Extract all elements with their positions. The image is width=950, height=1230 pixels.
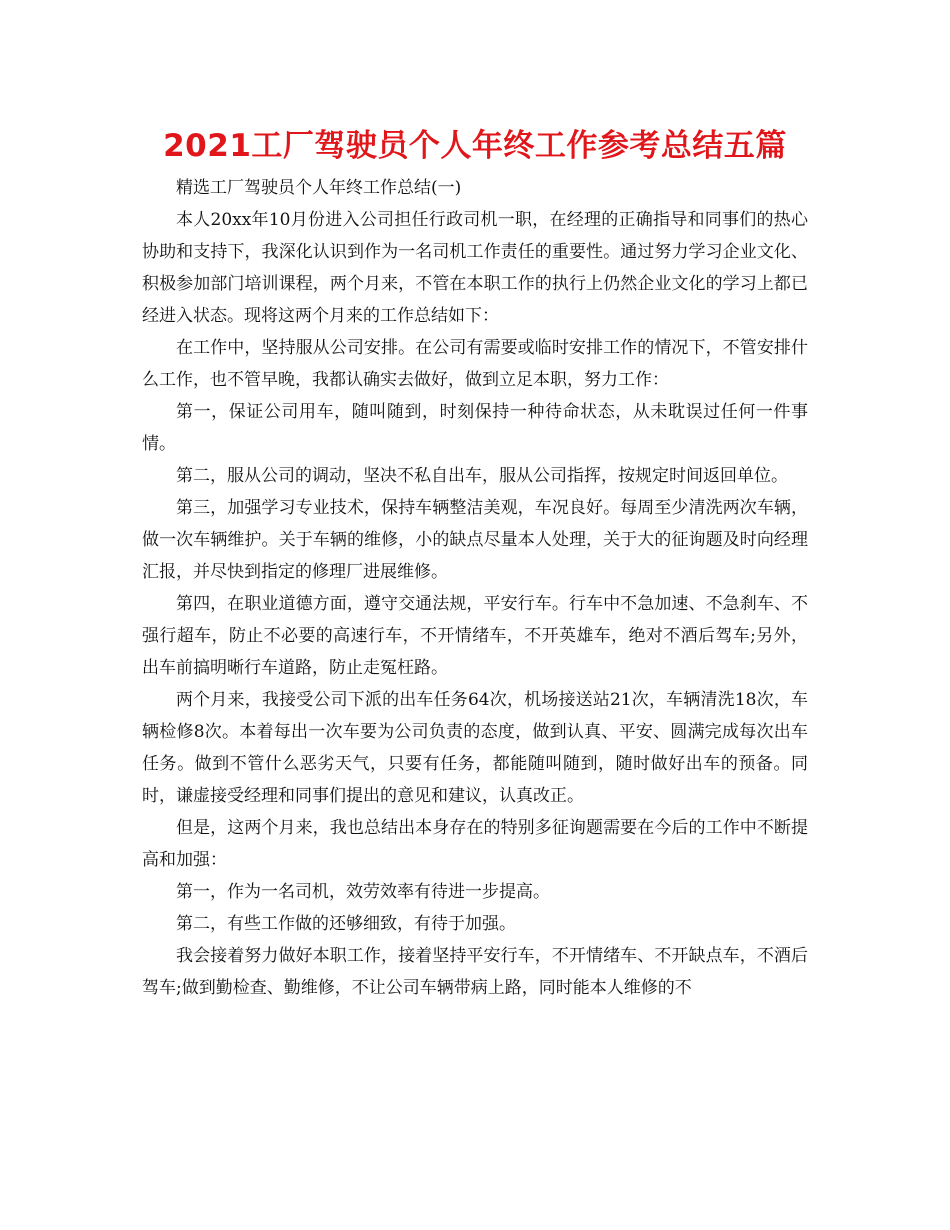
paragraph-section-heading: 精选工厂驾驶员个人年终工作总结(一) bbox=[176, 178, 462, 198]
paragraph: 第三，加强学习专业技术，保持车辆整洁美观，车况良好。每周至少清洗两次车辆，做一次车辆维护。关于车辆的维修，小的缺点尽量本人处理，关于大的征询题及时向经理汇报，并尽快到指定的修理厂进展维修。 bbox=[142, 498, 808, 582]
document-title: 2021工厂驾驶员个人年终工作参考总结五篇 bbox=[163, 128, 787, 164]
document-body bbox=[142, 172, 808, 1004]
paragraph: 第二，有些工作做的还够细致，有待于加强。 bbox=[176, 914, 516, 934]
paragraph: 本人20xx年10月份进入公司担任行政司机一职，在经理的正确指导和同事们的热心协助和支持下，我深化认识到作为一名司机工作责任的重要性。通过努力学习企业文化、积极参加部门培训课程，两个月来，不管在本职工作的执行上仍然企业文化的学习上都已经进入状态。现将这两个月来的工作总结如下： bbox=[142, 210, 808, 326]
paragraph: 在工作中，坚持服从公司安排。在公司有需要或临时安排工作的情况下，不管安排什么工作，也不管早晚，我都认确实去做好，做到立足本职，努力工作： bbox=[142, 338, 808, 390]
paragraph: 我会接着努力做好本职工作，接着坚持平安行车，不开情绪车、不开缺点车，不酒后驾车;做到勤检查、勤维修，不让公司车辆带病上路，同时能本人维修的不 bbox=[142, 946, 808, 998]
paragraph: 第二，服从公司的调动，坚决不私自出车，服从公司指挥，按规定时间返回单位。 bbox=[176, 466, 788, 486]
paragraph: 但是，这两个月来，我也总结出本身存在的特别多征询题需要在今后的工作中不断提高和加强： bbox=[142, 818, 808, 870]
paragraph: 第一，保证公司用车，随叫随到，时刻保持一种待命状态，从未耽误过任何一件事情。 bbox=[142, 402, 808, 454]
paragraph: 第四，在职业道德方面，遵守交通法规，平安行车。行车中不急加速、不急刹车、不强行超车，防止不必要的高速行车，不开情绪车，不开英雄车，绝对不酒后驾车;另外，出车前搞明晰行车道路，防止走冤枉路。 bbox=[142, 594, 808, 678]
paragraph: 两个月来，我接受公司下派的出车任务64次，机场接送站21次，车辆清洗18次，车辆检修8次。本着每出一次车要为公司负责的态度，做到认真、平安、圆满完成每次出车任务。做到不管什么恶劣天气，只要有任务，都能随叫随到，随时做好出车的预备。同时，谦虚接受经理和同事们提出的意见和建议，认真改正。 bbox=[142, 690, 808, 806]
paragraph: 第一，作为一名司机，效劳效率有待进一步提高。 bbox=[176, 882, 550, 902]
